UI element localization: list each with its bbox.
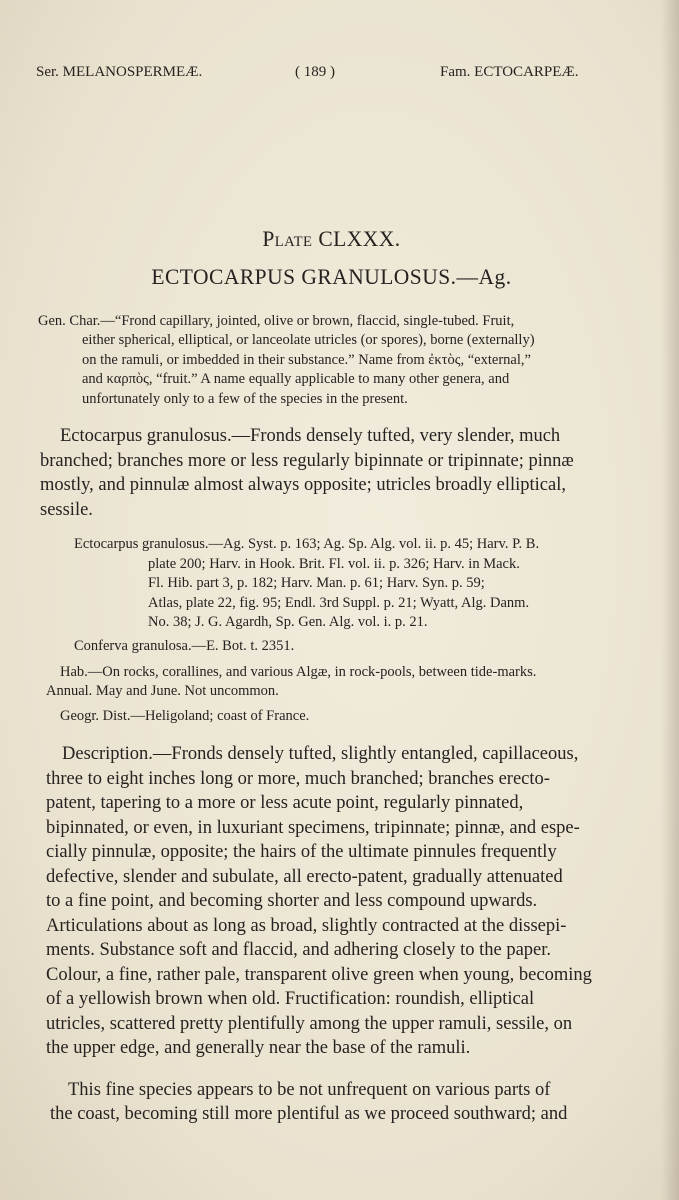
description-line: utricles, scattered pretty plentifully among the upper ramuli, sessile, on	[46, 1014, 573, 1034]
description-line: Articulations about as long as broad, slightly contracted at the dissepi-	[46, 916, 567, 936]
description-line: to a fine point, and becoming shorter and less compound upwards.	[46, 891, 538, 911]
description-line: bipinnated, or even, in luxuriant specimens, tripinnate; pinnæ, and espe-	[46, 818, 580, 838]
synonymy-line: No. 38; J. G. Agardh, Sp. Gen. Alg. vol. i. p. 21.	[148, 614, 428, 630]
description-line: defective, slender and subulate, all erecto-patent, gradually attenuated	[46, 867, 563, 887]
habitat-line: Annual. May and June. Not uncommon.	[46, 683, 279, 699]
conferva-synonym: Conferva granulosa.—E. Bot. t. 2351.	[74, 638, 295, 654]
gen-char-line: Gen. Char.—“Frond capillary, jointed, olive or brown, flaccid, single-tubed. Fruit,	[38, 313, 515, 329]
description-line: patent, tapering to a more or less acute point, regularly pinnated,	[46, 793, 524, 813]
description-line: Description.—Fronds densely tufted, slightly entangled, capillaceous,	[62, 744, 579, 764]
description-line: three to eight inches long or more, much branched; branches erecto-	[46, 769, 550, 789]
gen-char-line: either spherical, elliptical, or lanceolate utricles (or spores), borne (externally)	[82, 332, 535, 348]
gen-char-line: on the ramuli, or imbedded in their substance.” Name from ἐκτὸς, “external,”	[82, 352, 531, 368]
diagnosis-line: mostly, and pinnulæ almost always opposite; utricles broadly elliptical,	[40, 475, 566, 495]
synonymy-line: plate 200; Harv. in Hook. Brit. Fl. vol. ii. p. 326; Harv. in Mack.	[148, 556, 520, 572]
running-header-right: Fam. ECTOCARPEÆ.	[440, 64, 579, 80]
closing-line: This fine species appears to be not unfrequent on various parts of	[68, 1080, 551, 1100]
synonymy-line: Fl. Hib. part 3, p. 182; Harv. Man. p. 61; Harv. Syn. p. 59;	[148, 575, 485, 591]
species-title: ECTOCARPUS GRANULOSUS.—Ag.	[151, 264, 512, 289]
synonymy-line: Ectocarpus granulosus.—Ag. Syst. p. 163; Ag. Sp. Alg. vol. ii. p. 45; Harv. P. B.	[74, 536, 540, 552]
diagnosis-line: Ectocarpus granulosus.—Fronds densely tufted, very slender, much	[60, 426, 561, 446]
running-header-left: Ser. MELANOSPERMEÆ.	[36, 64, 203, 80]
distribution-line: Geogr. Dist.—Heligoland; coast of France.	[60, 708, 310, 724]
habitat-line: Hab.—On rocks, corallines, and various Algæ, in rock-pools, between tide-marks.	[60, 664, 537, 680]
description-line: the upper edge, and generally near the base of the ramuli.	[46, 1038, 471, 1058]
gen-char-line: unfortunately only to a few of the species in the present.	[82, 391, 408, 407]
diagnosis-line: branched; branches more or less regularly bipinnate or tripinnate; pinnæ	[40, 451, 574, 471]
gen-char-line: and καρπὸς, “fruit.” A name equally applicable to many other genera, and	[82, 371, 510, 387]
description-line: of a yellowish brown when old. Fructification: roundish, elliptical	[46, 989, 535, 1009]
diagnosis-line: sessile.	[40, 500, 93, 520]
description-line: ments. Substance soft and flaccid, and adhering closely to the paper.	[46, 940, 552, 960]
synonymy-line: Atlas, plate 22, fig. 95; Endl. 3rd Suppl. p. 21; Wyatt, Alg. Danm.	[148, 595, 530, 611]
page-gutter-shadow	[661, 0, 679, 1200]
description-line: cially pinnulæ, opposite; the hairs of the ultimate pinnules frequently	[46, 842, 557, 862]
closing-line: the coast, becoming still more plentiful as we proceed southward; and	[50, 1104, 568, 1124]
page-number: ( 189 )	[295, 64, 335, 80]
plate-title: Plate CLXXX.	[262, 226, 401, 251]
description-line: Colour, a fine, rather pale, transparent olive green when young, becoming	[46, 965, 592, 985]
